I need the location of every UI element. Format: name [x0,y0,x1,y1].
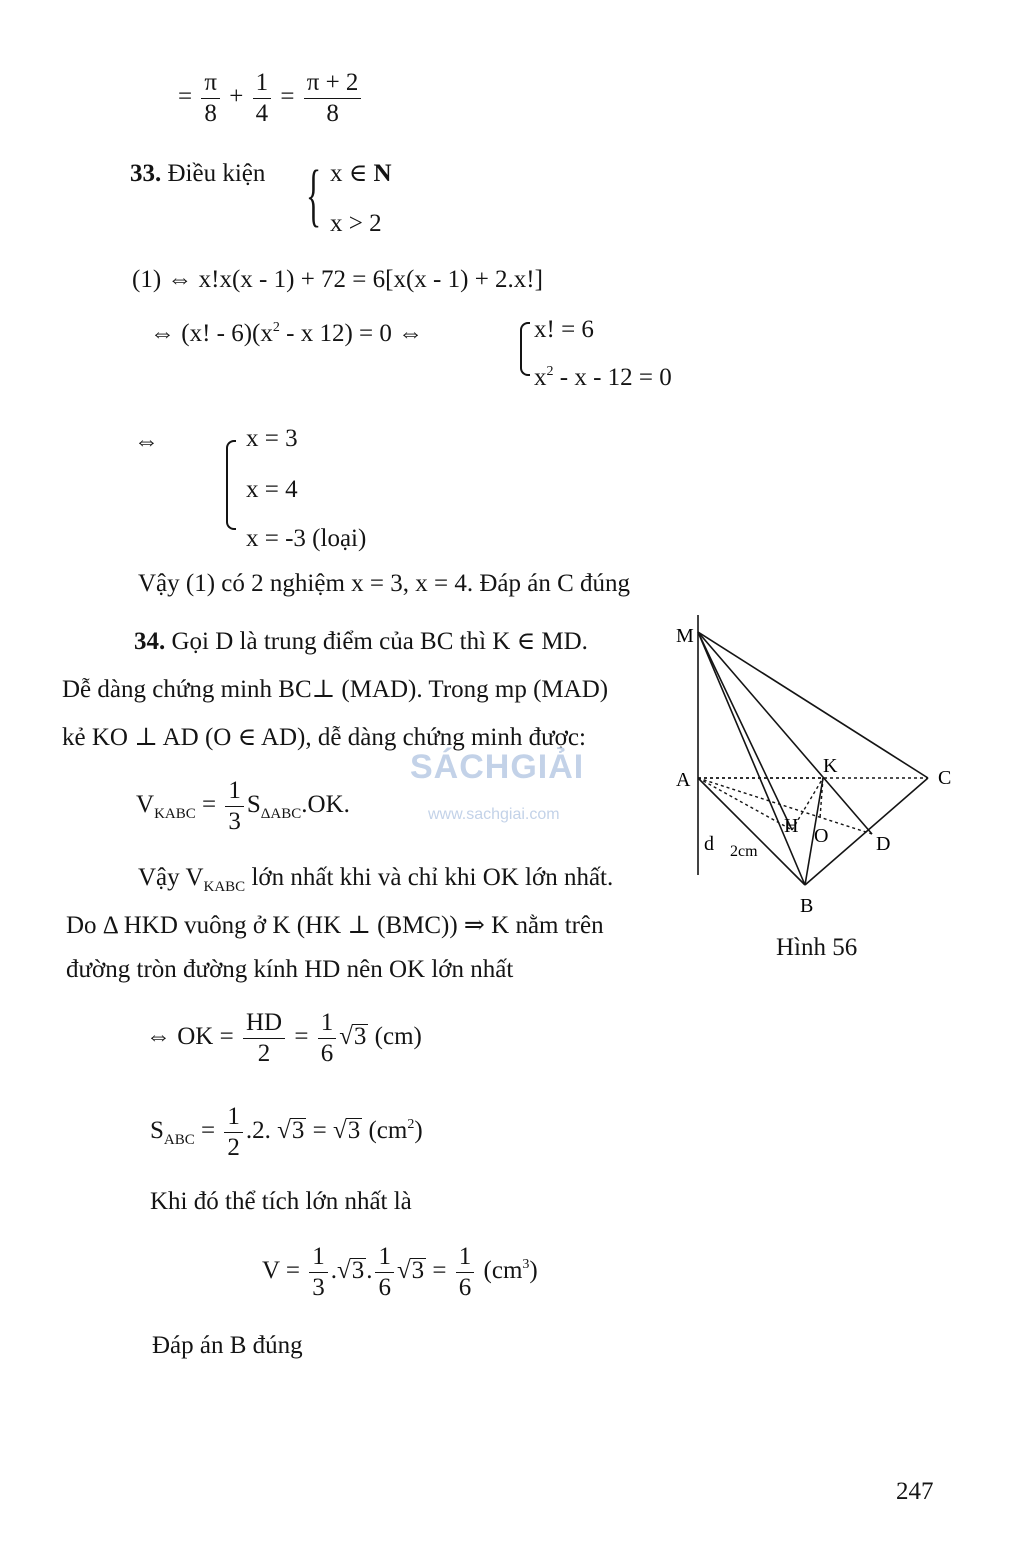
q33-sol2: x = 4 [246,476,298,503]
q33-conclusion: Vậy (1) có 2 nghiệm x = 3, x = 4. Đáp án C đúng [138,570,631,597]
fraction: $\frac{1}{4}$ [253,68,272,129]
label-length: 2cm [730,843,758,860]
fraction: $\frac{\pi}{8}$ [201,68,220,129]
q34-p5: Do Δ HKD vuông ở K (HK ⊥ (BMC)) ⇒ K nằm trên [66,912,604,939]
label-C: C [938,767,952,789]
q34-p2: Dễ dàng chứng minh BC⊥ (MAD). Trong mp (MAD) [62,676,609,703]
q33-heading: 33. Điều kiện [130,160,266,187]
page-number: 247 [896,1478,934,1505]
q33-case2: $x^2 - x - 12 = 0$ [534,364,672,391]
label-H: H [784,815,799,837]
q34-area-formula: $S_{ABC}$ = $\frac{1}{2}$ .2. √3 = √3 $(cm^2)$ [150,1103,423,1161]
q34-p6: đường tròn đường kính HD nên OK lớn nhất [66,956,514,983]
equals-sign: = [178,83,193,111]
label-K: K [823,755,838,777]
label-M: M [676,625,694,647]
q34-ok-formula: ⇔ OK = $\frac{HD}{2}$ = $\frac{1}{6}$ √3 (cm) [146,1009,422,1067]
q33-sol1: x = 3 [246,425,298,452]
q33-cond1: x ∈ N [330,160,392,187]
square-bracket [520,322,530,376]
geometry-figure [660,610,980,930]
q34-p3: kẻ KO ⊥ AD (O ∈ AD), dễ dàng chứng minh được: [62,724,586,751]
fraction: $\frac{\pi + 2}{8}$ [304,68,362,129]
label-O: O [814,825,829,847]
q34-volume-formula: $V_{KABC}$ = $\frac{1}{3}$ $S_{\Delta ABC}.OK$. [136,777,350,835]
q34-final-volume: V = $\frac{1}{3}$ .√3. $\frac{1}{6}$ √3 = $\frac{1}{6}$ $(cm^3)$ [262,1243,538,1301]
top-equation [178,68,364,129]
plus-sign: + [229,83,244,111]
equals-sign: = [280,83,295,111]
curly-brace: { [306,157,322,234]
label-A: A [676,769,691,791]
q33-cond2: x > 2 [330,210,382,237]
equiv-symbol: ⇔ [134,428,159,455]
q33-case1: x! = 6 [534,316,594,343]
q33-line1: (1) ⇔ x!x(x - 1) + 72 = 6[x(x - 1) + 2.x!] [132,266,543,293]
label-D: D [876,833,891,855]
q33-sol3: x = -3 (loại) [246,525,367,552]
watermark-url: www.sachgiai.com [428,806,560,823]
q34-khi-do: Khi đó thể tích lớn nhất là [150,1188,412,1215]
q34-p4: Vậy $V_{KABC}$ lớn nhất khi và chỉ khi OK lớn nhất. [138,864,614,895]
square-bracket [226,440,236,530]
label-B: B [800,895,814,917]
label-d: d [704,833,714,855]
q34-p1: 34. Gọi D là trung điểm của BC thì K ∈ MD. [134,628,588,655]
q34-answer: Đáp án B đúng [152,1332,303,1359]
q33-line2: ⇔ (x! - $6)(x^2$ - x 12) = 0 ⇔ [150,320,424,347]
watermark-logo: SÁCHGIẢI [410,748,585,786]
figure-caption: Hình 56 [776,934,858,961]
